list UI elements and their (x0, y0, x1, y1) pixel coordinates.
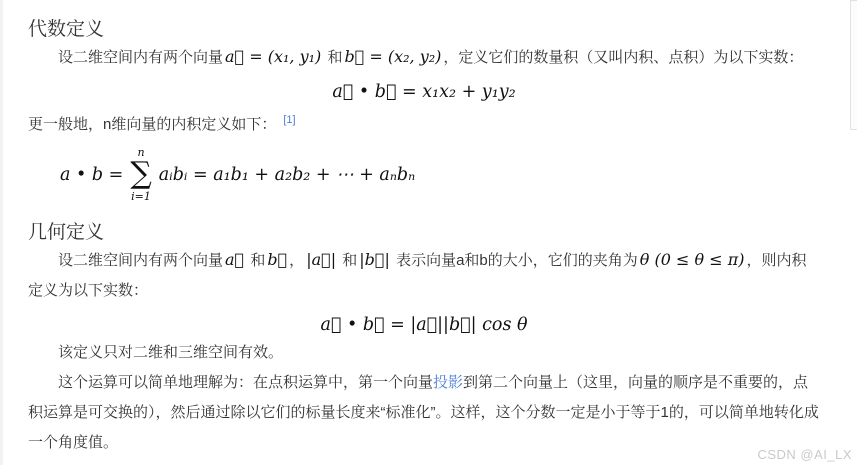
paragraph-text: 这个运算可以简单地理解为：在点积运算中，第一个向量 (58, 373, 434, 391)
inline-math-magnitude-a: |a⃗| (306, 249, 337, 269)
section-heading-algebraic: 代数定义 (28, 19, 105, 40)
paragraph-text: ，定义它们的数量积（又叫内积、点积）为以下实数： (443, 48, 804, 66)
scrollbar-thumb[interactable] (850, 0, 857, 130)
paragraph-text: ， (289, 251, 305, 269)
formula-text: a⃗ • b⃗ = x₁x₂ + y₁y₂ (332, 81, 516, 102)
paragraph-text: 更一般地，n维向量的内积定义如下： (28, 115, 277, 133)
paragraph-text: 和 (323, 48, 343, 66)
formula-text: a⃗ • b⃗ = |a⃗||b⃗| cos θ (320, 314, 528, 335)
summation-symbol (130, 147, 151, 202)
watermark: CSDN @AI_LX (757, 447, 852, 462)
display-formula-dot-product-ndim (28, 146, 820, 204)
scrollbar (849, 0, 857, 465)
paragraph-ndim-intro (28, 105, 820, 140)
display-formula-dot-product-2d (28, 79, 820, 105)
paragraph-text: 设二维空间内有两个向量 (58, 251, 224, 269)
display-formula-dot-product-geometric (28, 312, 820, 338)
paragraph-algebraic-intro (28, 42, 820, 73)
summation-lower-limit: i=1 (131, 190, 151, 204)
inline-math-vector-b: b⃗ (267, 249, 288, 269)
sigma-icon: ∑ (130, 156, 152, 192)
section-heading-geometric: 几何定义 (28, 221, 105, 243)
reference-link-1[interactable]: [1] (283, 113, 296, 126)
formula-rhs: aᵢbᵢ = a₁b₁ + a₂b₂ + ⋯ + aₙbₙ (158, 164, 416, 185)
paragraph-text: 和 (246, 251, 266, 269)
projection-link[interactable]: 投影 (433, 373, 464, 391)
article-content (28, 0, 820, 458)
paragraph-interpretation (28, 368, 820, 458)
inline-math-vector-a: a⃗ = (x₁, y₁) (225, 46, 322, 66)
inline-math-magnitude-b: |b⃗| (359, 249, 390, 269)
paragraph-validity-note: 该定义只对二维和三维空间有效。 (58, 343, 284, 361)
formula-lhs: a • b = (60, 164, 124, 185)
paragraph-text: 表示向量a和b的大小，它们的夹角为 (391, 251, 638, 269)
left-edge-strip (0, 0, 3, 465)
paragraph-text: 到第二个向量上（这里，向量的顺序是不重要的，点积运算是可交换的），然后通过除以它们的标量长度来“标准化”。这样，这个分数一定是小于等于1的，可以简单地转化成一个角度值。 (28, 373, 819, 451)
inline-math-theta-range: θ (0 ≤ θ ≤ π) (639, 249, 745, 269)
paragraph-geometric-intro (28, 245, 820, 306)
inline-math-vector-a: a⃗ (225, 249, 245, 269)
paragraph-text: 设二维空间内有两个向量 (58, 48, 224, 66)
paragraph-text: 和 (338, 251, 358, 269)
paragraph-text: ，则内积定义为以下实数： (28, 251, 807, 299)
summation-upper-limit: n (137, 146, 145, 160)
inline-math-vector-b: b⃗ = (x₂, y₂) (344, 46, 442, 66)
